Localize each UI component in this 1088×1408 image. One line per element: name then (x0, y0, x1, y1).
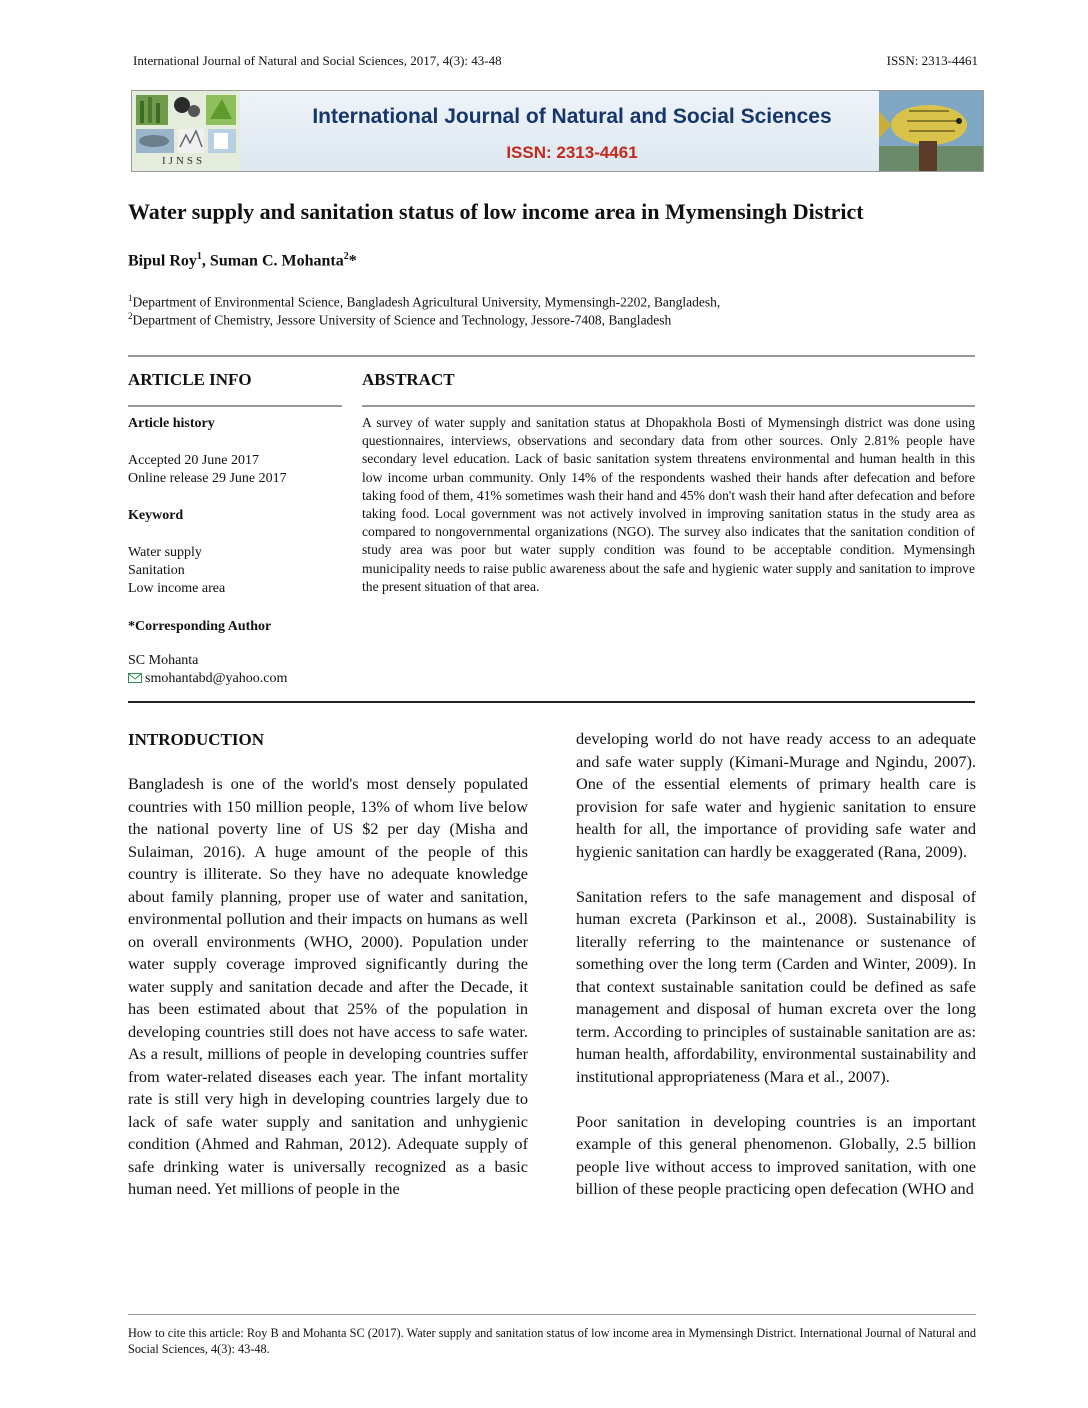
banner-journal-name: International Journal of Natural and Social Sciences (312, 105, 832, 128)
keyword-item: Water supply (128, 545, 202, 560)
affiliation-1 (128, 293, 720, 311)
banner-issn: ISSN: 2313-4461 (506, 143, 638, 162)
corresponding-author-name: SC Mohanta (128, 653, 199, 668)
banner-abbreviation: IJNSS (162, 155, 206, 167)
running-header-issn: ISSN: 2313-4461 (886, 53, 978, 68)
footer-rule (128, 1314, 976, 1315)
keyword-item: Low income area (128, 581, 226, 596)
keyword-item: Sanitation (128, 563, 185, 578)
corresponding-mark: * (348, 252, 357, 270)
intro-left-column (128, 773, 528, 1201)
divider-bottom (128, 701, 975, 703)
journal-banner (131, 90, 984, 172)
author-list (128, 251, 357, 270)
citation-footer: How to cite this article: Roy B and Mohanta SC (2017). Water supply and sanitation status of low income area in Mymensingh District. International Journal of Natural and Social Sciences, 4(3): 43-48. (128, 1326, 976, 1356)
introduction-heading: INTRODUCTION (128, 730, 265, 749)
envelope-icon (128, 673, 142, 683)
divider-top (128, 355, 975, 357)
affiliation-2 (128, 311, 671, 329)
affiliation-text: Department of Chemistry, Jessore University of Science and Technology, Jessore-7408, Bangladesh (132, 312, 672, 328)
intro-paragraph: developing world do not have ready access to an adequate and safe water supply (Kimani-Murage and Ngindu, 2007). One of the essential elements of primary health care is provision for safe water and hygienic sanitation to ensure health for all, the importance of providing safe water and hygienic sanitation can hardly be exaggerated (Rana, 2009). (576, 729, 976, 861)
banner-fish-photo (879, 91, 983, 171)
author-affiliation-mark: 1 (196, 251, 202, 262)
affiliation-mark: 1 (128, 293, 133, 303)
author-separator: , (201, 252, 210, 270)
article-info-heading: ARTICLE INFO (128, 370, 252, 389)
author-affiliation-mark: 2 (343, 251, 349, 262)
article-history-label: Article history (128, 416, 215, 431)
author-name: Bipul Roy (128, 252, 197, 270)
article-info-rule (128, 405, 342, 407)
intro-right-column (576, 728, 976, 1201)
article-title: Water supply and sanitation status of low income area in Mymensingh District (128, 199, 864, 224)
corresponding-email-line (128, 670, 287, 688)
abstract-heading: ABSTRACT (362, 370, 455, 389)
affiliation-mark: 2 (128, 311, 133, 321)
author-name: Suman C. Mohanta (209, 252, 344, 270)
intro-paragraph: Poor sanitation in developing countries is an important example of this general phenomenon. Globally, 2.5 billion people live without access to improved sanitation, with one billion of these people practicing open defecation (WHO and (576, 1111, 976, 1198)
accepted-date: Accepted 20 June 2017 (128, 453, 260, 468)
running-header-citation: International Journal of Natural and Social Sciences, 2017, 4(3): 43-48 (133, 53, 502, 68)
affiliation-text: Department of Environmental Science, Bangladesh Agricultural University, Mymensingh-2202, Bangladesh, (132, 294, 721, 310)
abstract-text: A survey of water supply and sanitation status at Dhopakhola Bosti of Mymensingh district was done using questionnaires, interviews, observations and secondary data from other sources. Only 2.81% people have secondary level education. Lack of basic sanitation system threatens environmental and human health in this low income urban community. Only 14% of the respondents washed their hands after defecation and before taking food of them, 41% sometimes wash their hand and 45% don't wash their hand after defecation and before taking food. Local government was not actively involved in improving sanitation status in the study area as compared to nongovernmental organizations (NGO). The survey also indicates that the sanitation condition of study area was poor but water supply condition was found to be acceptable condition. Mymensingh municipality needs to raise public awareness about the safe and hygienic water supply and sanitation to improve the present situation of that area. (362, 415, 975, 594)
abstract-rule (362, 405, 975, 407)
intro-paragraph: Bangladesh is one of the world's most densely populated countries with 150 million people, 13% of whom live below the national poverty line of US $2 per day (Misha and Sulaiman, 2016). A huge amount of the people of this country is illiterate. So they have no adequate knowledge about family planning, proper use of water and sanitation, environmental pollution and their impacts on humans as well on overall environments (WHO, 2000). Population under water supply coverage improved significantly during the water supply and sanitation decade and after the Decade, it has been estimated about that 25% of the population in developing countries still does not have access to safe water. As a result, millions of people in developing countries suffer from water-related diseases each year. The infant mortality rate is still very high in developing countries largely due to lack of safe water supply and sanitation and unhygienic condition (Ahmed and Rahman, 2012). Adequate supply of safe drinking water is universally recognized as a basic human need. Yet millions of people in the (128, 774, 528, 1198)
online-release-date: Online release 29 June 2017 (128, 471, 287, 486)
keyword-label: Keyword (128, 508, 184, 523)
corresponding-email[interactable]: smohantabd@yahoo.com (145, 671, 288, 686)
intro-paragraph: Sanitation refers to the safe management and disposal of human excreta (Parkinson et al., 2008). Sustainability is literally referring to the maintenance or sustenance of something over the long term (Carden and Winter, 2009). In that context sustainable sanitation could be defined as safe management and disposal of human excreta over the long term. According to principles of sustainable sanitation are as: human health, affordability, environmental sustainability and institutional appropriateness (Mara et al., 2007). (576, 886, 976, 1086)
corresponding-author-label: *Corresponding Author (128, 619, 272, 634)
